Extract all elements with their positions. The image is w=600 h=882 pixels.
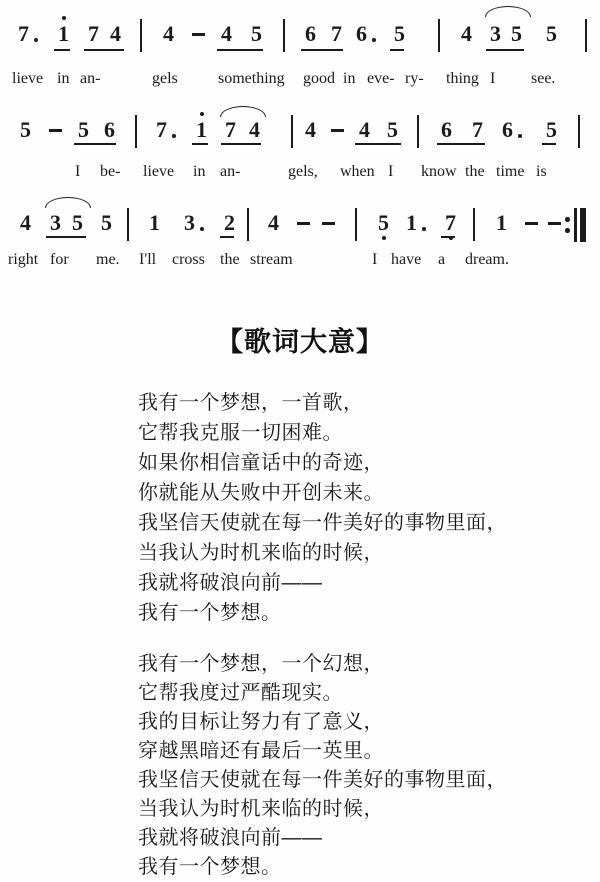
- note: 4: [110, 21, 121, 46]
- note: 5: [20, 117, 31, 142]
- note: 1: [58, 23, 69, 45]
- slur-arc: [485, 6, 531, 17]
- note: 1: [196, 119, 207, 141]
- eighth-underline: [301, 49, 343, 51]
- note: 5: [387, 117, 398, 142]
- lyric-word: see.: [531, 70, 556, 87]
- lyric-word: be-: [100, 163, 121, 180]
- note: 5: [511, 21, 522, 46]
- translation-line: 我有一个梦想，一个幻想，: [138, 653, 384, 675]
- note: 4: [249, 117, 260, 142]
- eighth-underline: [355, 143, 401, 145]
- lyric-word: stream: [250, 251, 293, 268]
- rhythm-dot: [200, 227, 204, 231]
- lyric-word: ry-: [405, 70, 424, 87]
- translation-line: 穿越黑暗还有最后一英里。: [138, 740, 384, 762]
- note: 3: [490, 21, 501, 46]
- note: 6: [305, 21, 316, 46]
- eighth-underline: [46, 236, 86, 238]
- note: 3: [50, 210, 61, 235]
- lyric-word: eve-: [367, 70, 395, 87]
- octave-dot-high: [200, 112, 204, 116]
- repeat-thin-line: [574, 208, 577, 242]
- note: 5: [378, 212, 389, 234]
- note: 4: [359, 117, 370, 142]
- note: 7: [331, 21, 342, 46]
- lyric-word: gels: [152, 70, 178, 87]
- lyric-word: dream.: [465, 251, 509, 268]
- lyric-word: know: [421, 163, 457, 180]
- lyric-word: I'll: [139, 251, 157, 268]
- lyric-word: when: [340, 163, 375, 180]
- lyric-word: a: [438, 251, 446, 268]
- barline: [140, 19, 142, 52]
- translation-line: 它帮我克服一切困难。: [138, 422, 343, 444]
- note: 5: [546, 117, 557, 142]
- eighth-underline: [221, 143, 261, 145]
- translation-line: 我的目标让努力有了意义，: [138, 711, 384, 733]
- eighth-underline: [217, 49, 263, 51]
- note: 7: [156, 119, 167, 141]
- lyric-word: right: [8, 251, 39, 268]
- lyric-word: I: [388, 163, 394, 180]
- lyric-word: I: [372, 251, 378, 268]
- eighth-underline: [220, 236, 234, 238]
- translation-line: 当我认为时机来临的时候，: [138, 798, 384, 820]
- barline: [417, 115, 419, 148]
- held-beat-dash: [548, 222, 561, 225]
- eighth-underline: [192, 143, 208, 145]
- rhythm-dot: [422, 227, 426, 231]
- translation-line: 我坚信天使就在每一件美好的事物里面，: [138, 769, 507, 791]
- lyric-word: is: [536, 163, 547, 180]
- repeat-dot: [565, 217, 570, 222]
- eighth-underline: [390, 49, 404, 51]
- repeat-dot: [565, 228, 570, 233]
- note: 5: [546, 21, 557, 46]
- held-beat-dash: [525, 222, 538, 225]
- lyric-word: time: [496, 163, 525, 180]
- note: 4: [268, 210, 279, 235]
- lyric-word: have: [391, 251, 422, 268]
- barline: [355, 208, 357, 241]
- note: 5: [251, 21, 262, 46]
- translation-line: 我有一个梦想，一首歌，: [138, 392, 364, 414]
- held-beat-dash: [297, 222, 310, 225]
- note: 6: [356, 23, 367, 45]
- eighth-underline: [84, 49, 124, 51]
- rhythm-dot: [34, 38, 38, 42]
- note: 5: [101, 210, 112, 235]
- eighth-underline: [486, 49, 524, 51]
- translation-line: 它帮我度过严酷现实。: [138, 682, 343, 704]
- note: 5: [394, 21, 405, 46]
- held-beat-dash: [192, 33, 205, 36]
- barline: [283, 19, 285, 52]
- note: 6: [441, 117, 452, 142]
- slur-arc: [220, 106, 266, 117]
- octave-dot-high: [62, 16, 66, 20]
- eighth-underline: [54, 49, 70, 51]
- slur-arc: [45, 197, 91, 208]
- note: 1: [406, 212, 417, 234]
- barline: [291, 115, 293, 148]
- lyric-word: lieve: [12, 70, 44, 87]
- eighth-underline: [542, 143, 556, 145]
- barline: [438, 19, 440, 52]
- note: 4: [163, 21, 174, 46]
- held-beat-dash: [322, 222, 335, 225]
- note: 4: [305, 117, 316, 142]
- note: 3: [184, 212, 195, 234]
- lyric-word: in: [57, 70, 70, 87]
- lyric-word: the: [465, 163, 485, 180]
- note: 7: [18, 23, 29, 45]
- translation-line: 我有一个梦想。: [138, 856, 282, 878]
- note: 5: [72, 210, 83, 235]
- lyric-word: in: [193, 163, 206, 180]
- note: 1: [149, 210, 160, 235]
- repeat-thick-line: [580, 208, 586, 242]
- rhythm-dot: [172, 134, 176, 138]
- lyric-word: something: [218, 70, 285, 87]
- score: [0, 0, 600, 300]
- rhythm-dot: [372, 38, 376, 42]
- translation-line: 我就将破浪向前——: [138, 572, 323, 594]
- lyric-word: gels,: [288, 163, 318, 180]
- note: 7: [225, 117, 236, 142]
- barline: [473, 208, 475, 241]
- lyric-word: in: [343, 70, 356, 87]
- lyric-word: an-: [220, 163, 241, 180]
- octave-dot-low: [382, 236, 386, 240]
- barline: [127, 208, 129, 241]
- translation-line: 你就能从失败中开创未来。: [138, 482, 384, 504]
- eighth-underline: [74, 143, 116, 145]
- translation-line: 我有一个梦想。: [138, 602, 282, 624]
- note: 2: [224, 210, 235, 235]
- lyric-word: cross: [172, 251, 205, 268]
- lyric-word: for: [50, 251, 69, 268]
- translation-line: 如果你相信童话中的奇迹，: [138, 452, 384, 474]
- rhythm-dot: [518, 134, 522, 138]
- note: 1: [496, 210, 507, 235]
- lyric-word: thing: [446, 70, 479, 87]
- barline: [135, 115, 137, 148]
- eighth-underline: [437, 143, 485, 145]
- barline: [585, 19, 587, 52]
- held-beat-dash: [331, 129, 344, 132]
- note: 7: [472, 117, 483, 142]
- lyric-word: lieve: [143, 163, 175, 180]
- note: 6: [502, 119, 513, 141]
- lyric-word: an-: [80, 70, 101, 87]
- translation-line: 当我认为时机来临的时候，: [138, 542, 384, 564]
- note: 5: [78, 117, 89, 142]
- lyric-word: I: [75, 163, 81, 180]
- barline: [247, 208, 249, 241]
- note: 7: [88, 21, 99, 46]
- note: 4: [20, 210, 31, 235]
- translation-line: 我就将破浪向前——: [138, 827, 323, 849]
- lyric-word: me.: [96, 251, 120, 268]
- translation-section-title: 【歌词大意】: [216, 327, 384, 357]
- translation-stanza-2: [138, 650, 578, 882]
- lyric-word: the: [220, 251, 240, 268]
- note: 6: [104, 117, 115, 142]
- translation-stanza-1: [138, 388, 578, 628]
- barline: [578, 115, 580, 148]
- held-beat-dash: [49, 129, 62, 132]
- translation-line: 我坚信天使就在每一件美好的事物里面，: [138, 512, 507, 534]
- note: 4: [221, 21, 232, 46]
- lyric-word: I: [490, 70, 496, 87]
- lyric-word: good: [303, 70, 335, 87]
- final-repeat-barline: [565, 208, 591, 242]
- eighth-underline: [441, 236, 455, 238]
- note: 4: [461, 21, 472, 46]
- note: 7: [445, 212, 456, 234]
